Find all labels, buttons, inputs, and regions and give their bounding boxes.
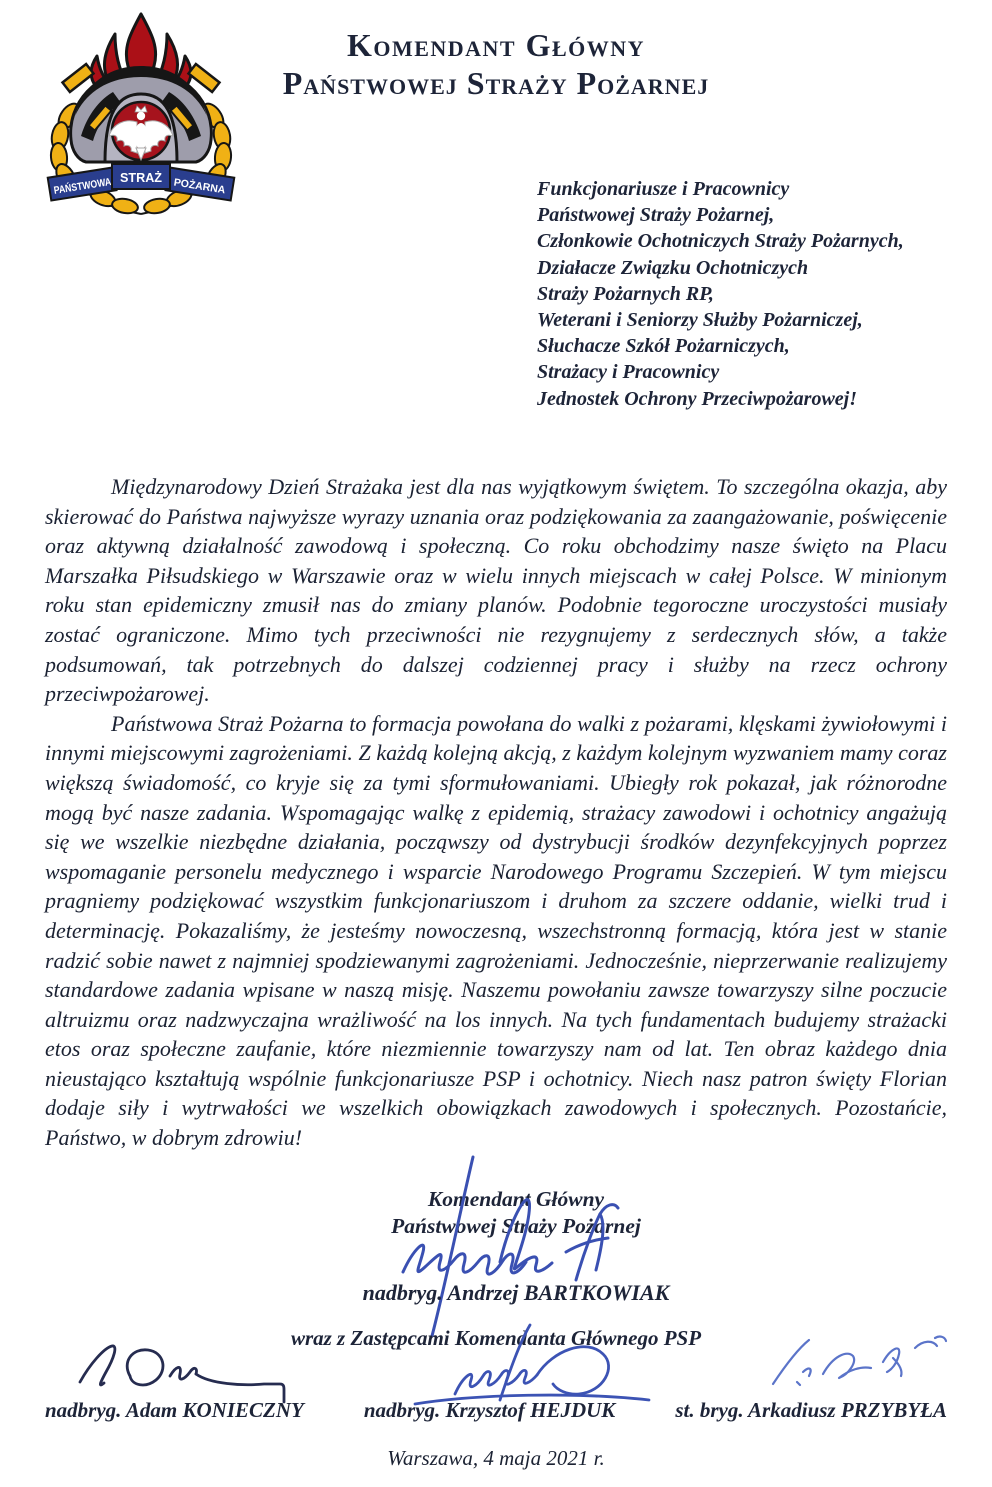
deputies-intro-line: wraz z Zastępcami Komendanta Głównego PSP	[290, 1326, 702, 1350]
place-and-date: Warszawa, 4 maja 2021 r.	[387, 1446, 605, 1470]
ribbon-text-right: POŻARNA	[172, 176, 227, 197]
addressee-line: Weterani i Seniorzy Służby Pożarniczej,	[537, 309, 863, 332]
addressee-block	[537, 176, 904, 412]
ribbon-text-left: PAŃSTWOWA	[52, 174, 124, 197]
addressee-line: Jednostek Ochrony Przeciwpożarowej!	[537, 387, 857, 410]
deputy-name-przybyla: st. bryg. Arkadiusz PRZYBYŁA	[675, 1398, 947, 1422]
letterhead-title	[0, 26, 992, 102]
signer-name: nadbryg. Andrzej BARTKOWIAK	[362, 1280, 670, 1305]
body-paragraph-1: Międzynarodowy Dzień Strażaka jest dla nas wyjątkowym świętem. To szczególna okazja, aby skierować do Państwa najwyższe wyrazy uznania oraz podziękowania za zaangażowanie, poświęcenie oraz aktywną działalność zawodową i społeczną. Co roku obchodzimy nasze święto na Placu Marszałka Piłsudskiego w Warszawie oraz w wielu innych miejscach w całej Polsce. W minionym roku stan epidemiczny zmusił nas do zmiany planów. Podobnie tegoroczne uroczystości musiały zostać ograniczone. Mimo tych przeciwności nie rezygnujemy z serdecznych słów, a także podsumowań, tak potrzebnych do dalszej codziennej pracy i służby na rzecz ochrony przeciwpożarowej.	[45, 474, 947, 707]
title-line-1: Komendant Główny	[346, 27, 646, 63]
addressee-line: Strażacy i Pracownicy	[537, 361, 720, 384]
addressee-line: Straży Pożarnych RP,	[537, 282, 714, 305]
addressee-line: Działacze Związku Ochotniczych	[537, 256, 809, 279]
bartkowiak-signature-ink	[380, 1150, 680, 1350]
addressee-line: Funkcjonariusze i Pracownicy	[537, 178, 790, 200]
addressee-line: Państwowej Straży Pożarnej,	[537, 204, 775, 227]
deputy-name-konieczny: nadbryg. Adam KONIECZNY	[45, 1398, 304, 1422]
ribbon-banner	[48, 164, 235, 200]
eagle-icon	[109, 102, 173, 160]
closing-role-line-1: Komendant Główny	[427, 1187, 605, 1211]
deputy-name-hejduk: nadbryg. Krzysztof HEJDUK	[363, 1398, 616, 1422]
letter-body	[45, 472, 947, 1153]
addressee-line: Członkowie Ochotniczych Straży Pożarnych,	[537, 230, 904, 253]
title-line-2: Państwowej Straży Pożarnej	[282, 65, 710, 101]
addressee-line: Słuchacze Szkół Pożarniczych,	[537, 335, 790, 358]
closing-role-line-2: Państwowej Straży Pożarnej	[391, 1214, 641, 1238]
deputy-names-row	[45, 1398, 947, 1423]
closing-role-block	[20, 1186, 992, 1240]
body-paragraph-2: Państwowa Straż Pożarna to formacja powołana do walki z pożarami, klęskami żywiołowymi i innymi miejscowymi zagrożeniami. Z każdą kolejną akcją, z każdym kolejnym wyzwaniem mamy coraz większą świadomość, co kryje się za tymi sformułowaniami. Ubiegły rok pokazał, jak różnorodne mogą być nasze zadania. Wspomagając walkę z epidemią, strażacy zawodowi i ochotnicy angażują się we wszelkie niezbędne działania, począwszy od dystrybucji środków dezynfekcyjnych poprzez wspomaganie personelu medycznego i wsparcie Narodowego Programu Szczepień. W tym miejscu pragniemy podziękować wszystkim funkcjonariuszom i druhom za szczere oddanie, wielki trud i determinację. Pokazaliśmy, że jesteśmy nowoczesną, wszechstronną formacją, która jest w stanie radzić sobie nawet z najmniej spodziewanymi zagrożeniami. Jednocześnie, nieprzerwanie realizujemy standardowe zadania wpisane w naszą misję. Naszemu powołaniu zawsze towarzyszy silne poczucie altruizmu oraz nadzwyczajna wrażliwość na los innych. Na tych fundamentach budujemy strażacki etos oraz społeczne zaufanie, które niezmiennie towarzyszy nam od lat. Ten obraz każdego dnia nieustająco kształtują wspólnie funkcjonariusze PSP i ochotnicy. Niech nasz patron święty Florian dodaje siły i wytrwałości we wszelkich obowiązkach zawodowych i społecznych. Pozostańcie, Państwo, w dobrym zdrowiu!	[45, 710, 947, 1151]
ribbon-text-middle: STRAŻ	[120, 170, 163, 185]
